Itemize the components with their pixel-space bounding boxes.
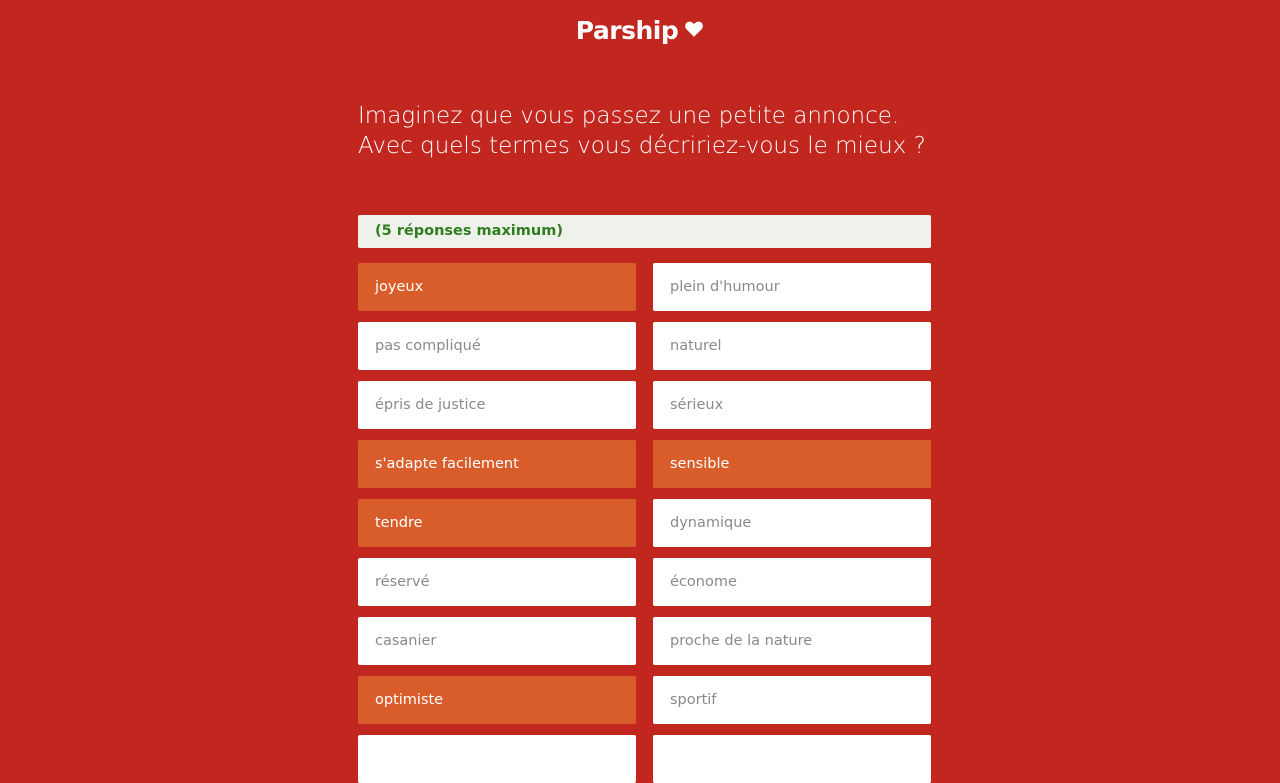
option-sportif[interactable]: sportif <box>653 676 931 724</box>
option-dynamique[interactable]: dynamique <box>653 499 931 547</box>
logo <box>0 14 1280 48</box>
brand-name: Parship <box>575 16 679 45</box>
option-s-adapte-facilement[interactable]: s'adapte facilement <box>358 440 636 488</box>
heart-icon <box>684 19 704 39</box>
option-optimiste[interactable]: optimiste <box>358 676 636 724</box>
option-reserve[interactable]: réservé <box>358 558 636 606</box>
question-text: Imaginez que vous passez une petite annonce. Avec quels termes vous décririez-vous le mieux ? <box>358 103 926 159</box>
option-casanier[interactable]: casanier <box>358 617 636 665</box>
option-joyeux[interactable]: joyeux <box>358 263 636 311</box>
option-proche-de-la-nature[interactable]: proche de la nature <box>653 617 931 665</box>
option-econome[interactable]: économe <box>653 558 931 606</box>
option-tendre[interactable]: tendre <box>358 499 636 547</box>
max-answers-hint: (5 réponses maximum) <box>358 215 931 248</box>
option-serieux[interactable]: sérieux <box>653 381 931 429</box>
option-sensible[interactable]: sensible <box>653 440 931 488</box>
option-partial[interactable] <box>653 735 931 783</box>
options-grid <box>358 263 931 783</box>
option-epris-de-justice[interactable]: épris de justice <box>358 381 636 429</box>
option-pas-complique[interactable]: pas compliqué <box>358 322 636 370</box>
option-naturel[interactable]: naturel <box>653 322 931 370</box>
option-partial[interactable] <box>358 735 636 783</box>
option-plein-d-humour[interactable]: plein d'humour <box>653 263 931 311</box>
